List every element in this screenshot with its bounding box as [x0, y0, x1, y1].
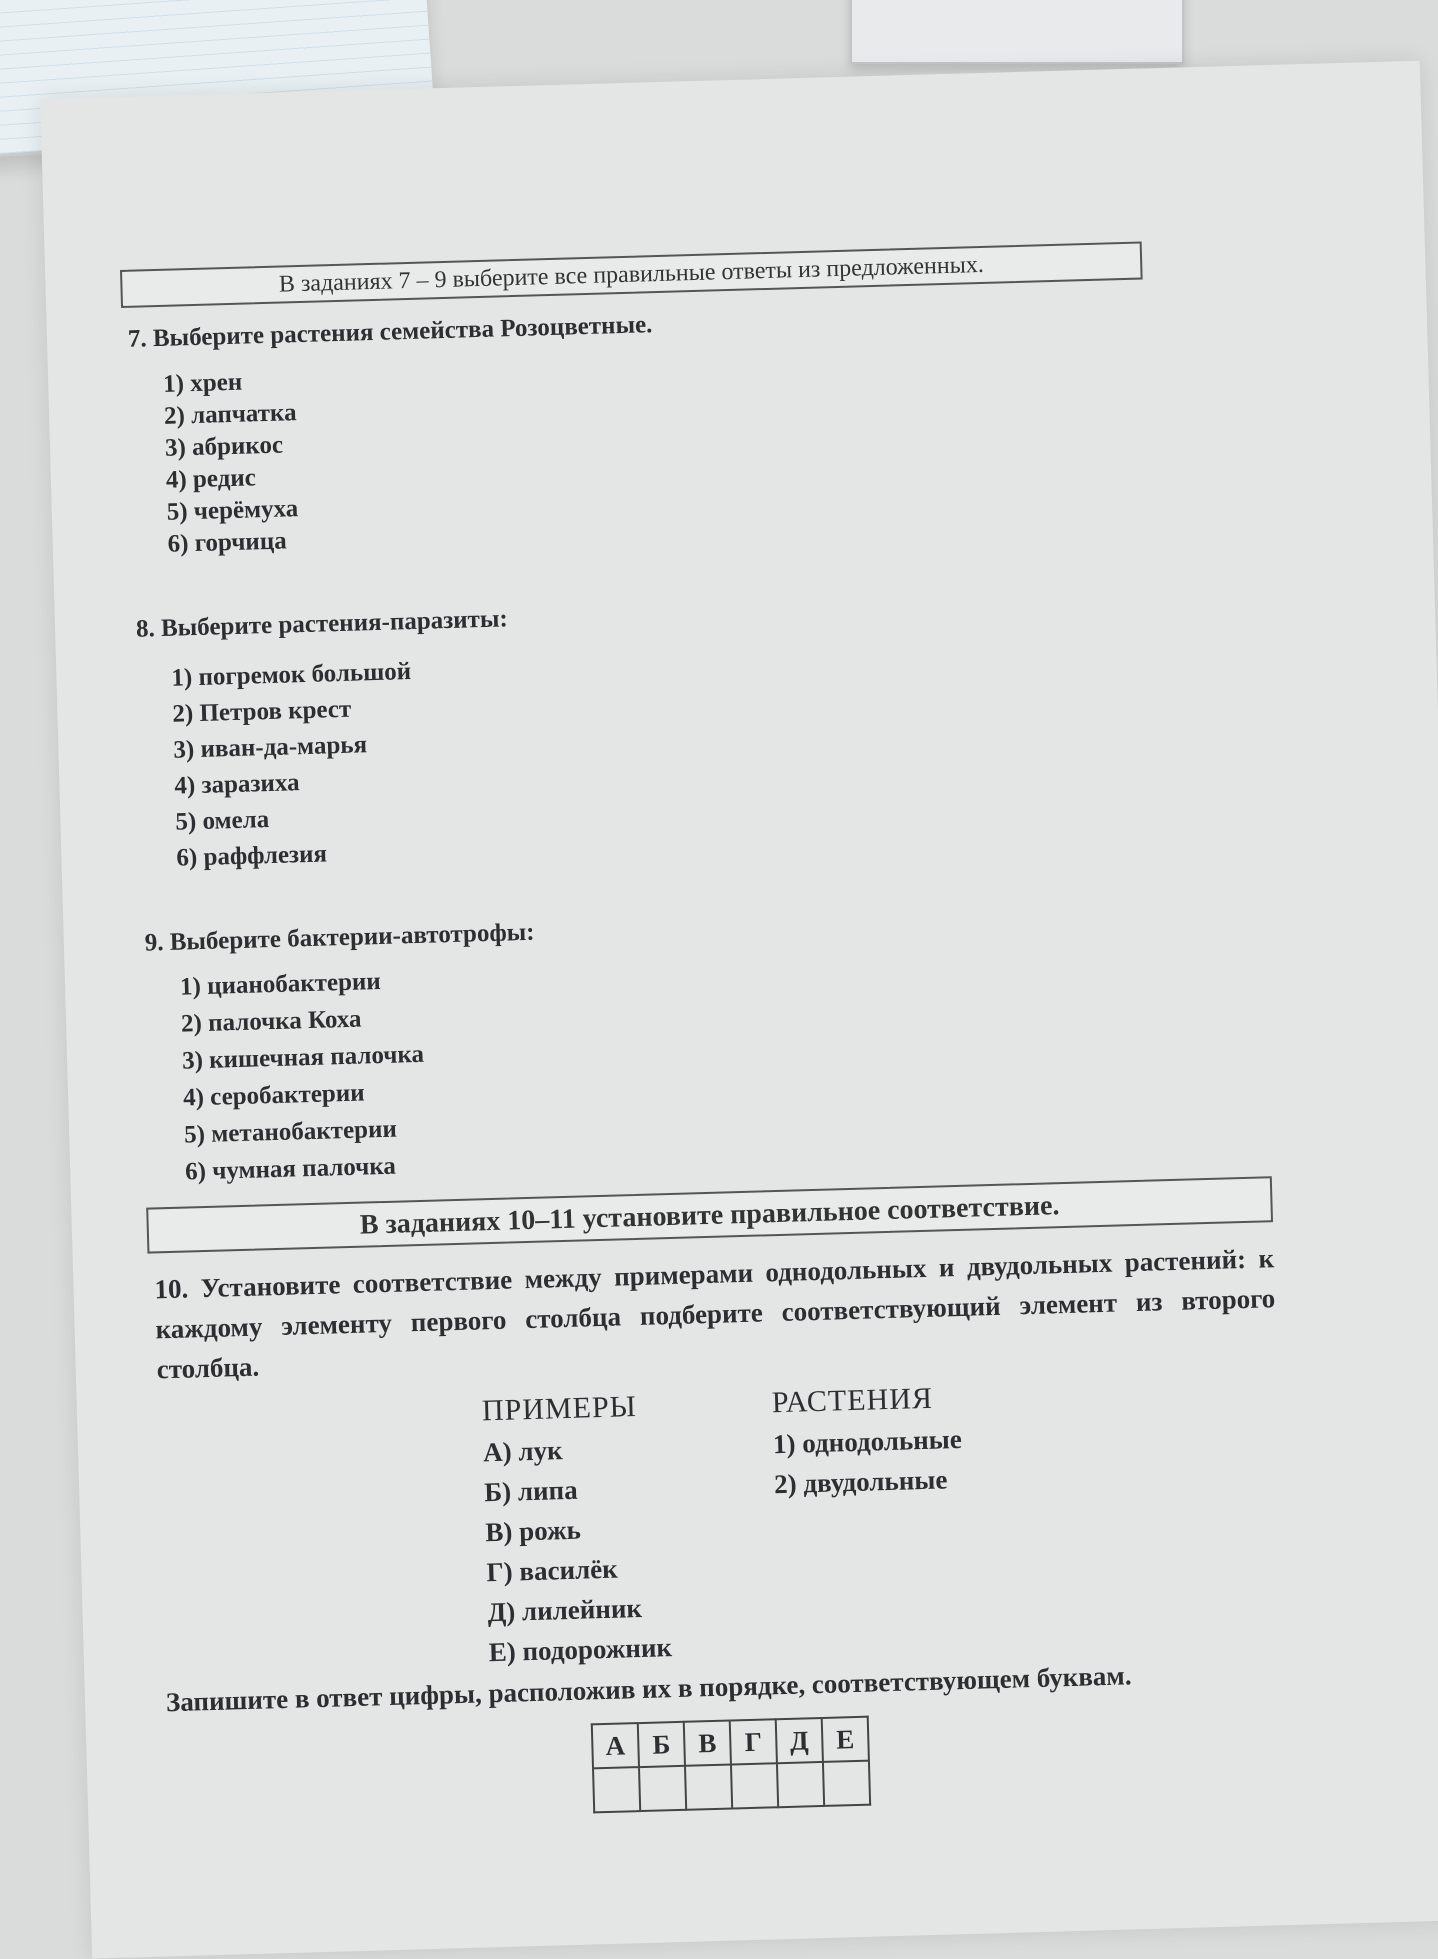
- examples-column: [482, 1389, 673, 1672]
- answer-letter-cell: Г: [730, 1719, 777, 1764]
- option: 1) хрен: [162, 368, 243, 398]
- answer-input-cell[interactable]: [593, 1767, 640, 1812]
- answer-table-header-row: [592, 1717, 869, 1769]
- option: 6) чумная палочка: [184, 1152, 397, 1186]
- example-item: В) рожь: [484, 1514, 582, 1548]
- answer-input-cell[interactable]: [685, 1765, 732, 1810]
- question-7-title: 7. Выберите растения семейства Розоцветные.: [127, 311, 653, 353]
- question-10-text: 10. Установите соответствие между примерами однодольных и двудольных растений: к каждому элементу первого столбца подберите соответствующий элемент из второго столбца.: [154, 1243, 1276, 1385]
- example-item: Е) подорожник: [488, 1632, 673, 1668]
- option: 4) редис: [165, 464, 257, 494]
- question-8-options: [171, 654, 417, 877]
- option: 4) серобактерии: [182, 1079, 365, 1112]
- option: 3) иван-да-марья: [173, 731, 368, 764]
- answer-table-input-row: [593, 1761, 870, 1813]
- answer-letter-cell: Б: [638, 1722, 685, 1767]
- answer-input-cell[interactable]: [777, 1762, 824, 1807]
- plant-type-item: 1) однодольные: [772, 1423, 963, 1460]
- plants-column-header: РАСТЕНИЯ: [771, 1381, 934, 1420]
- option: 4) заразиха: [174, 769, 300, 800]
- option: 1) цианобактерии: [179, 968, 382, 1001]
- answer-input-cell[interactable]: [823, 1761, 870, 1806]
- question-9-options: [180, 962, 428, 1191]
- answer-instruction: Запишите в ответ цифры, расположив их в порядке, соответствующем буквам.: [165, 1660, 1132, 1718]
- option: 3) абрикос: [164, 431, 284, 462]
- answer-letter-cell: Д: [776, 1718, 823, 1763]
- answer-letter-cell: А: [592, 1723, 639, 1768]
- examples-column-header: ПРИМЕРЫ: [481, 1390, 638, 1428]
- answer-table: [591, 1716, 871, 1814]
- answer-letter-cell: В: [684, 1721, 731, 1766]
- option: 5) черёмуха: [166, 495, 299, 526]
- option: 2) палочка Коха: [180, 1005, 362, 1038]
- option: 6) раффлезия: [176, 840, 328, 872]
- section-banner-10-11: В заданиях 10–11 установите правильное соответствие.: [146, 1176, 1273, 1253]
- question-8-title: 8. Выберите растения-паразиты:: [135, 605, 509, 643]
- answer-input-cell[interactable]: [731, 1763, 778, 1808]
- example-item: Г) василёк: [486, 1553, 619, 1588]
- question-9-title: 9. Выберите бактерии-автотрофы:: [144, 918, 535, 957]
- option: 6) горчица: [167, 527, 288, 558]
- plants-column: [771, 1381, 963, 1504]
- option: 5) омела: [175, 806, 270, 836]
- example-item: Б) липа: [483, 1474, 579, 1508]
- section-banner-7-9: В заданиях 7 – 9 выберите все правильные ответы из предложенных.: [120, 241, 1143, 308]
- option: 1) погремок большой: [171, 658, 412, 692]
- box-background: [850, 0, 1184, 64]
- option: 2) лапчатка: [163, 399, 297, 430]
- option: 2) Петров крест: [172, 695, 352, 728]
- example-item: А) лук: [482, 1435, 563, 1468]
- plant-type-item: 2) двудольные: [773, 1464, 948, 1500]
- answer-letter-cell: Е: [822, 1717, 869, 1762]
- option: 3) кишечная палочка: [181, 1040, 425, 1075]
- option: 5) метанобактерии: [183, 1115, 398, 1149]
- worksheet-page: [120, 238, 1315, 1909]
- answer-input-cell[interactable]: [639, 1766, 686, 1811]
- question-7-options: [163, 365, 301, 561]
- example-item: Д) лилейник: [487, 1592, 643, 1628]
